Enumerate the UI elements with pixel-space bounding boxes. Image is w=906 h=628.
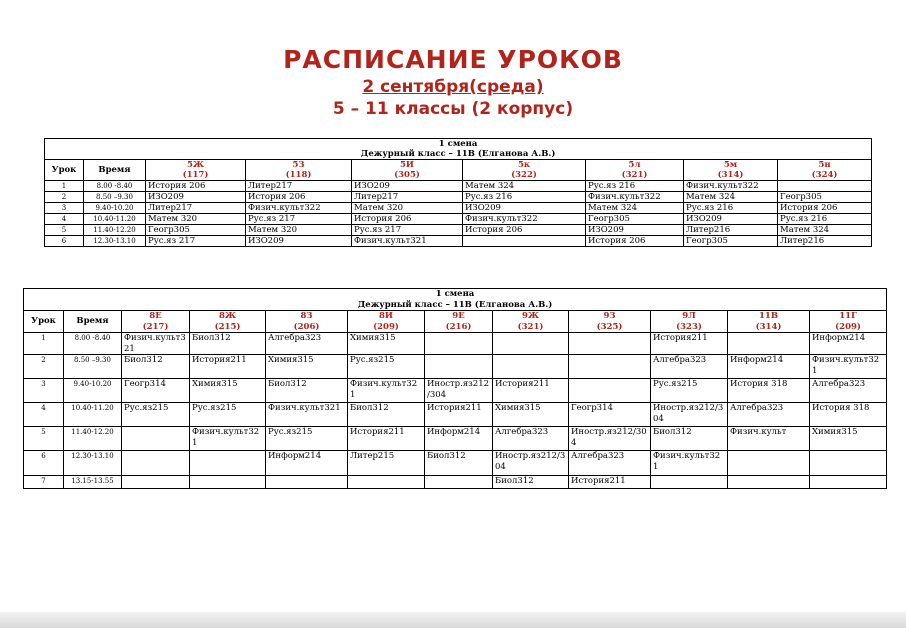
lesson-cell: Литер217 [146,203,246,214]
lesson-cell: Физич.культ [728,427,810,451]
shift-row [24,289,887,300]
lesson-cell: Биол312 [266,379,348,403]
lesson-cell [493,355,569,379]
class-name: 5И [400,160,414,170]
lesson-cell [810,476,887,489]
class-room: (305) [394,170,420,180]
lesson-cell: Геогр305 [146,225,246,236]
lesson-cell: ИЗО209 [146,192,246,203]
lesson-time: 9.40-10.20 [84,203,146,214]
lesson-cell: Физич.культ32 1 [190,427,266,451]
lesson-cell: История 206 [778,203,872,214]
lesson-cell: Рус.яз215 [651,379,728,403]
lesson-cell [122,451,190,476]
document-header [0,44,906,120]
lesson-cell: История 318 [810,403,887,427]
column-header-class [810,311,887,333]
lesson-cell [728,476,810,489]
class-room: (217) [142,321,169,332]
lesson-cell: Литер217 [246,181,352,192]
lesson-cell [190,476,266,489]
lesson-cell: Химия315 [190,379,266,403]
lesson-cell: Рус.яз215 [122,403,190,427]
lesson-row [45,236,872,247]
lesson-row [45,214,872,225]
lesson-cell: Химия315 [266,355,348,379]
duty-row [24,300,887,311]
lesson-cell: Матем 324 [463,181,586,192]
column-header-class [266,311,348,333]
lesson-cell: История 206 [463,225,586,236]
lesson-cell: Геогр305 [684,236,778,247]
class-name: 9Л [682,311,696,321]
lesson-row [24,379,887,403]
schedule-table-8-11-grade [23,288,887,489]
page-bottom-edge [0,612,906,628]
class-room: (321) [517,321,544,332]
lesson-number: 6 [45,236,84,247]
lesson-cell: Литер216 [778,236,872,247]
lesson-cell: Биол312 [651,427,728,451]
lesson-row [45,181,872,192]
lesson-cell: ИЗО209 [352,181,463,192]
column-header-row [45,160,872,181]
lesson-number: 4 [45,214,84,225]
lesson-cell: Физич.культ32 1 [651,451,728,476]
lesson-cell [493,333,569,355]
class-name: 5Ж [186,160,205,170]
lesson-cell: Иностр.яз212/3 04 [493,451,569,476]
lesson-number: 5 [45,225,84,236]
lesson-cell: Биол312 [348,403,425,427]
lesson-cell: Алгебра323 [266,333,348,355]
lesson-cell: Литер216 [684,225,778,236]
lesson-row [24,451,887,476]
lesson-cell: Матем 324 [778,225,872,236]
lesson-cell: История211 [493,379,569,403]
lesson-cell: Физич.культ32 1 [348,379,425,403]
lesson-time: 11.40-12.20 [84,225,146,236]
lesson-cell [348,476,425,489]
lesson-cell: Геогр314 [122,379,190,403]
lesson-number: 2 [24,355,64,379]
lesson-cell: Информ214 [266,451,348,476]
lesson-cell: Физич.культ32 1 [810,355,887,379]
class-name: 11Г [839,311,857,321]
lesson-cell [778,181,872,192]
lesson-cell: История 206 [146,181,246,192]
class-name: 8И [379,311,393,321]
class-name: 9Ж [521,311,540,321]
lesson-cell [463,236,586,247]
column-header-lesson: Урок [45,160,84,181]
column-header-class [122,311,190,333]
lesson-row [24,333,887,355]
lesson-cell: Иностр.яз212 /304 [425,379,493,403]
lesson-cell: ИЗО209 [246,236,352,247]
lesson-number: 6 [24,451,64,476]
column-header-class [569,311,651,333]
lesson-cell: Матем 324 [684,192,778,203]
lesson-time: 8.50 –9.30 [84,192,146,203]
lesson-cell: Физич.культ322 [463,214,586,225]
lesson-cell: Алгебра323 [569,451,651,476]
column-header-class [246,160,352,181]
class-room: (209) [835,321,861,332]
lesson-time: 12.30-13.10 [84,236,146,247]
lesson-cell: Химия315 [493,403,569,427]
lesson-row [24,427,887,451]
lesson-cell: История 318 [728,379,810,403]
duty-class-label: Дежурный класс – 11В (Елганова А.В.) [45,149,872,160]
lesson-cell [569,379,651,403]
schedule-classes: 5 – 11 классы (2 корпус) [332,99,574,119]
lesson-cell: Литер215 [348,451,425,476]
class-room: (322) [511,170,537,180]
shift-label: 1 смена [45,139,872,150]
class-name: 11В [758,311,778,321]
class-name: 9Е [452,311,465,321]
lesson-cell: Рус.яз 217 [246,214,352,225]
lesson-cell: Биол312 [190,333,266,355]
class-name: 5м [723,160,738,170]
lesson-cell [569,333,651,355]
class-name: 8Ж [218,311,237,321]
column-header-time: Время [84,160,146,181]
duty-class-label: Дежурный класс – 11В (Елганова А.В.) [24,300,887,311]
lesson-row [24,476,887,489]
lesson-time: 11.40-12.20 [64,427,122,451]
lesson-cell: Физич.культ321 [266,403,348,427]
column-header-class [463,160,586,181]
column-header-lesson: Урок [24,311,64,333]
lesson-cell: Химия315 [348,333,425,355]
class-room: (314) [755,321,782,332]
lesson-row [45,225,872,236]
class-room: (321) [621,170,648,180]
lesson-cell: Матем 320 [246,225,352,236]
column-header-time: Время [64,311,122,333]
lesson-cell: Литер217 [352,192,463,203]
lesson-cell: Рус.яз215 [348,355,425,379]
class-room: (118) [285,170,312,180]
lesson-cell: Рус.яз 217 [146,236,246,247]
column-header-class [425,311,493,333]
lesson-cell [728,451,810,476]
lesson-cell: Информ214 [728,355,810,379]
lesson-cell: Биол312 [122,355,190,379]
column-header-class [146,160,246,181]
column-header-class [651,311,728,333]
class-name: 8З [300,311,313,321]
lesson-cell: Рус.яз 217 [352,225,463,236]
lesson-cell [266,476,348,489]
class-room: (216) [445,321,472,332]
class-room: (206) [293,321,320,332]
lesson-number: 1 [24,333,64,355]
class-name: 8Е [149,311,162,321]
class-room: (209) [373,321,399,332]
class-name: 9З [603,311,616,321]
lesson-cell: История211 [569,476,651,489]
lesson-time: 8.50 –9.30 [64,355,122,379]
lesson-cell: Алгебра323 [728,403,810,427]
class-name: 5н [818,160,831,170]
lesson-cell: История211 [190,355,266,379]
lesson-cell: Алгебра323 [651,355,728,379]
lesson-cell: Рус.яз 216 [684,203,778,214]
duty-row [45,149,872,160]
lesson-cell: Матем 320 [352,203,463,214]
class-room: (314) [717,170,744,180]
lesson-cell: Физич.культ322 [684,181,778,192]
column-header-class [778,160,872,181]
schedule-table-5-grade [44,138,872,247]
class-name: 5к [517,160,531,170]
column-header-row [24,311,887,333]
lesson-cell [810,451,887,476]
lesson-cell: ИЗО209 [684,214,778,225]
class-room: (117) [182,170,209,180]
class-room: (324) [811,170,838,180]
lesson-cell: ИЗО209 [463,203,586,214]
lesson-number: 2 [45,192,84,203]
lesson-cell: Биол312 [493,476,569,489]
column-header-class [728,311,810,333]
lesson-time: 10.40-11.20 [84,214,146,225]
class-name: 5л [628,160,641,170]
column-header-class [190,311,266,333]
lesson-time: 12.30-13.10 [64,451,122,476]
lesson-cell: Рус.яз 216 [463,192,586,203]
lesson-cell: Матем 324 [586,203,684,214]
lesson-time: 8.00 -8.40 [64,333,122,355]
lesson-cell: Геогр314 [569,403,651,427]
lesson-cell: История211 [651,333,728,355]
lesson-cell: Физич.культ321 [352,236,463,247]
class-room: (215) [214,321,241,332]
lesson-cell: Химия315 [810,427,887,451]
lesson-cell: Алгебра323 [493,427,569,451]
lesson-cell: Физич.культ3 21 [122,333,190,355]
class-room: (325) [596,321,623,332]
column-header-class [352,160,463,181]
lesson-cell: Иностр.яз212/30 4 [569,427,651,451]
column-header-class [493,311,569,333]
class-name: 5З [292,160,305,170]
lesson-number: 3 [24,379,64,403]
lesson-cell: Рус.яз 216 [586,181,684,192]
lesson-cell: Физич.культ322 [586,192,684,203]
column-header-class [586,160,684,181]
lesson-cell: История211 [348,427,425,451]
lesson-cell: Физич.культ322 [246,203,352,214]
lesson-row [45,203,872,214]
lesson-cell: Рус.яз215 [190,403,266,427]
lesson-row [24,355,887,379]
lesson-cell [728,333,810,355]
lesson-cell: Рус.яз 216 [778,214,872,225]
lesson-cell: Информ214 [425,427,493,451]
lesson-cell: История 206 [352,214,463,225]
page-title: РАСПИСАНИЕ УРОКОВ [283,45,623,74]
lesson-cell: Геогр305 [586,214,684,225]
column-header-class [684,160,778,181]
lesson-number: 3 [45,203,84,214]
lesson-number: 1 [45,181,84,192]
lesson-row [24,403,887,427]
lesson-cell: Алгебра323 [810,379,887,403]
lesson-cell: Биол312 [425,451,493,476]
lesson-cell: История 206 [586,236,684,247]
lesson-cell [425,333,493,355]
lesson-cell [651,476,728,489]
lesson-cell: Иностр.яз212/3 04 [651,403,728,427]
lesson-cell: История211 [425,403,493,427]
lesson-cell [122,476,190,489]
lesson-cell: История 206 [246,192,352,203]
lesson-cell [122,427,190,451]
lesson-cell [569,355,651,379]
lesson-cell: Рус.яз215 [266,427,348,451]
lesson-cell: ИЗО209 [586,225,684,236]
lesson-cell [190,451,266,476]
lesson-number: 4 [24,403,64,427]
lesson-cell [425,355,493,379]
shift-label: 1 смена [24,289,887,300]
lesson-time: 8.00 -8.40 [84,181,146,192]
lesson-time: 9.40-10.20 [64,379,122,403]
schedule-date: 2 сентября(среда) [362,77,544,97]
column-header-class [348,311,425,333]
lesson-number: 7 [24,476,64,489]
lesson-number: 5 [24,427,64,451]
shift-row [45,139,872,150]
lesson-cell: Информ214 [810,333,887,355]
lesson-row [45,192,872,203]
lesson-time: 10.40-11.20 [64,403,122,427]
lesson-cell: Геогр305 [778,192,872,203]
lesson-cell [425,476,493,489]
lesson-cell: Матем 320 [146,214,246,225]
lesson-time: 13.15-13.55 [64,476,122,489]
class-room: (323) [676,321,702,332]
